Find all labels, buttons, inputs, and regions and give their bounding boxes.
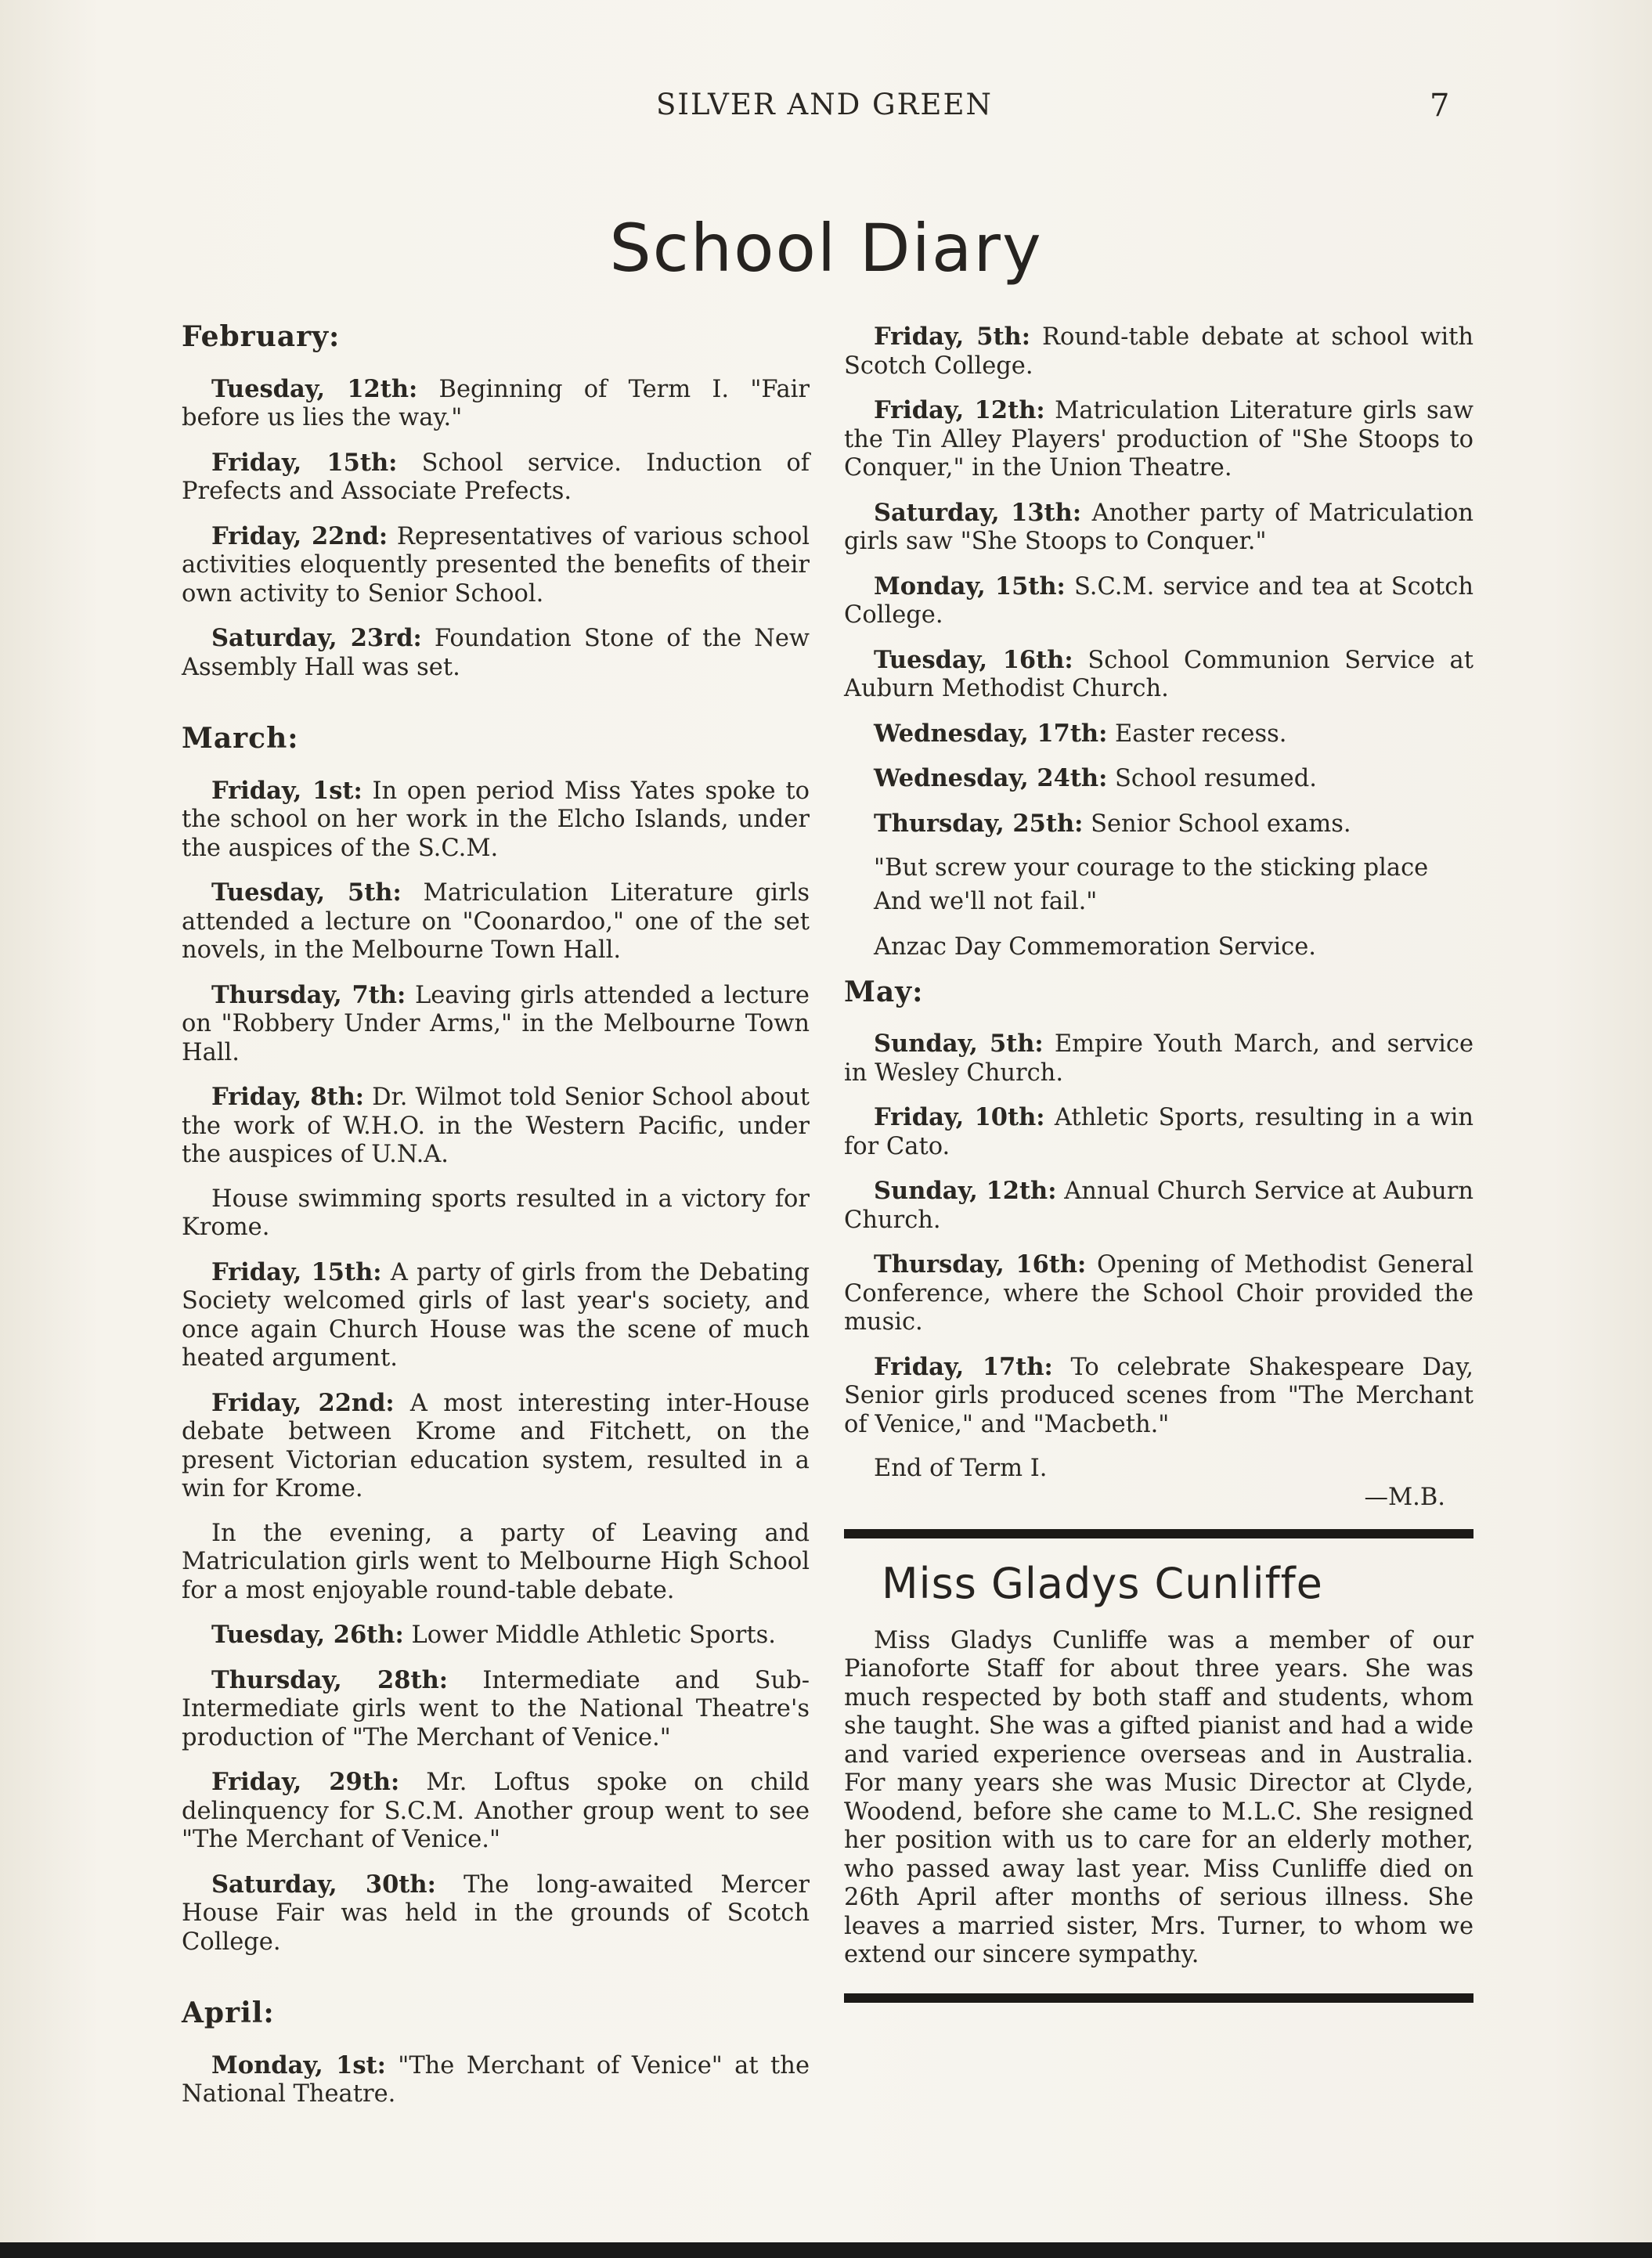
entry-date: Monday, 15th: — [874, 572, 1066, 601]
entry-date: Tuesday, 26th: — [211, 1621, 404, 1649]
entry-text: Beginning of Term I. "Fair before us lies the way." — [182, 375, 810, 431]
diary-entry — [182, 1666, 810, 1753]
entry-text: Another party of Matriculation girls saw "She Stoops to Conquer." — [844, 499, 1473, 555]
entry-date: Sunday, 12th: — [874, 1177, 1057, 1205]
entry-date: Saturday, 13th: — [874, 498, 1082, 527]
entry-date: Monday, 1st: — [211, 2051, 386, 2079]
diary-entry — [182, 624, 810, 682]
february-entries — [182, 375, 810, 683]
running-title: SILVER AND GREEN — [656, 88, 993, 121]
diary-entry — [844, 396, 1473, 483]
entry-text: Matriculation Literature girls saw the Tin Alley Players' production of "She Stoops to Conquer," in the Union Theatre. — [844, 397, 1473, 482]
month-heading-may: May: — [844, 975, 924, 1008]
entry-date: Friday, 1st: — [211, 776, 363, 805]
entry-text: House swimming sports resulted in a victory for Krome. — [182, 1185, 810, 1241]
entry-text: Opening of Methodist General Conference, where the School Choir provided the music. — [844, 1251, 1473, 1336]
entry-date: Tuesday, 16th: — [874, 645, 1073, 674]
anzac-entry: Anzac Day Commemoration Service. — [874, 933, 1316, 961]
entry-text: Empire Youth March, and service in Wesley Church. — [844, 1030, 1473, 1087]
entry-text: Round-table debate at school with Scotch College. — [844, 323, 1473, 380]
entry-text: Representatives of various school activities eloquently presented the benefits of their own activity to Senior School. — [182, 522, 810, 608]
entry-text: To celebrate Shakespeare Day, Senior girls produced scenes from "The Merchant of Venice," and "Macbeth." — [844, 1353, 1473, 1438]
entry-text: Matriculation Literature girls attended a lecture on "Coonardoo," one of the set novels, in the Melbourne Town Hall. — [182, 879, 810, 964]
diary-entry — [182, 522, 810, 609]
divider-rule — [844, 1529, 1473, 1538]
diary-entry — [182, 375, 810, 433]
diary-entry — [844, 499, 1473, 557]
end-of-term: End of Term I. — [874, 1455, 1048, 1482]
entry-date: Saturday, 30th: — [211, 1870, 436, 1899]
diary-entry — [844, 1177, 1473, 1235]
left-column — [182, 320, 810, 2125]
entry-date: Friday, 5th: — [874, 323, 1030, 351]
entry-text: School resumed. — [1107, 765, 1317, 792]
page-number: 7 — [1430, 88, 1450, 124]
divider-rule — [844, 1993, 1473, 2003]
entry-date: Wednesday, 17th: — [874, 719, 1108, 748]
may-entries — [844, 1030, 1473, 1439]
april-entries — [182, 2051, 810, 2109]
quote-line: And we'll not fail." — [874, 887, 1098, 915]
entry-date: Friday, 17th: — [874, 1352, 1053, 1381]
diary-entry — [182, 449, 810, 507]
diary-entry — [182, 1621, 810, 1650]
entry-text: Easter recess. — [1107, 720, 1287, 748]
entry-text: Intermediate and Sub-Intermediate girls went to the National Theatre's production of "The Merchant of Venice." — [182, 1666, 810, 1751]
diary-entry — [182, 878, 810, 965]
entry-text: Senior School exams. — [1083, 810, 1351, 838]
diary-entry — [182, 1520, 810, 1606]
diary-entry — [844, 646, 1473, 704]
diary-entry — [844, 1103, 1473, 1161]
running-head — [0, 88, 1652, 127]
entry-date: Thursday, 25th: — [874, 809, 1084, 838]
entry-date: Friday, 22nd: — [211, 521, 388, 550]
diary-entry — [182, 1870, 810, 1957]
entry-date: Friday, 12th: — [874, 396, 1045, 424]
diary-entry — [182, 1083, 810, 1170]
entry-date: Sunday, 5th: — [874, 1030, 1044, 1058]
entry-date: Friday, 15th: — [211, 1257, 382, 1286]
month-heading-april: April: — [182, 1996, 275, 2029]
entry-date: Friday, 10th: — [874, 1103, 1045, 1131]
entry-date: Saturday, 23rd: — [211, 624, 422, 652]
entry-date: Thursday, 16th: — [874, 1250, 1087, 1279]
entry-text: School Communion Service at Auburn Methodist Church. — [844, 646, 1473, 702]
author-signature: —M.B. — [1364, 1483, 1445, 1511]
entry-date: Tuesday, 5th: — [211, 878, 402, 907]
entry-text: Dr. Wilmot told Senior School about the work of W.H.O. in the Western Pacific, under the auspices of U.N.A. — [182, 1084, 810, 1168]
diary-entry — [182, 2051, 810, 2109]
entry-text: Mr. Loftus spoke on child delinquency for S.C.M. Another group went to see "The Merchant of Venice." — [182, 1769, 810, 1853]
obituary-body: Miss Gladys Cunliffe was a member of our Pianoforte Staff for about three years. She was much respected by both staff and students, whom she taught. She was a gifted pianist and had a wide and varied experience overseas and in Australia. For many years she was Music Director at Clyde, Woodend, before she came to M.L.C. She resigned her position with us to care for an elderly mother, who passed away last year. Miss Cunliffe died on 26th April after months of serious illness. She leaves a married sister, Mrs. Turner, to whom we extend our sincere sympathy. — [844, 1626, 1473, 1968]
page-title: School Diary — [609, 210, 1043, 287]
month-heading-february: February: — [182, 320, 341, 353]
entry-text: "The Merchant of Venice" at the National Theatre. — [182, 2051, 810, 2108]
diary-entry — [844, 720, 1473, 749]
entry-date: Thursday, 28th: — [211, 1665, 449, 1694]
obituary-title: Miss Gladys Cunliffe — [882, 1559, 1323, 1608]
diary-entry — [182, 1258, 810, 1373]
entry-text: In the evening, a party of Leaving and Matriculation girls went to Melbourne High School for a most enjoyable round-table debate. — [182, 1519, 810, 1604]
diary-entry — [182, 1389, 810, 1504]
diary-entry — [182, 1185, 810, 1243]
entry-date: Thursday, 7th: — [211, 980, 406, 1009]
entry-text: Athletic Sports, resulting in a win for Cato. — [844, 1104, 1473, 1160]
entry-text: S.C.M. service and tea at Scotch College. — [844, 572, 1474, 629]
entry-text: Leaving girls attended a lecture on "Robbery Under Arms," in the Melbourne Town Hall. — [182, 981, 810, 1066]
scan-edge-band — [0, 2242, 1652, 2258]
diary-entry — [844, 1353, 1473, 1440]
april-continued-entries — [844, 323, 1473, 839]
diary-entry — [844, 323, 1473, 381]
entry-date: Friday, 29th: — [211, 1768, 400, 1796]
entry-date: Tuesday, 12th: — [211, 374, 418, 403]
entry-text: The long-awaited Mercer House Fair was held in the grounds of Scotch College. — [182, 1870, 810, 1956]
quote-line: "But screw your courage to the sticking place — [874, 854, 1429, 882]
entry-text: School service. Induction of Prefects and Associate Prefects. — [182, 449, 810, 505]
entry-text: In open period Miss Yates spoke to the school on her work in the Elcho Islands, under the auspices of the S.C.M. — [182, 777, 810, 862]
diary-entry — [182, 777, 810, 864]
entry-text: Foundation Stone of the New Assembly Hall was set. — [182, 625, 810, 681]
entry-date: Friday, 8th: — [211, 1083, 365, 1111]
diary-entry — [844, 764, 1473, 794]
entry-text: A party of girls from the Debating Society welcomed girls of last year's society, and once again Church House was the scene of much heated argument. — [182, 1258, 810, 1372]
diary-entry — [844, 1030, 1473, 1088]
entry-date: Wednesday, 24th: — [874, 764, 1108, 792]
entry-text: A most interesting inter-House debate between Krome and Fitchett, on the present Victorian education system, resulted in a win for Krome. — [182, 1389, 810, 1502]
march-entries — [182, 777, 810, 1957]
diary-entry — [844, 572, 1473, 630]
entry-text: Annual Church Service at Auburn Church. — [844, 1178, 1473, 1234]
entry-text: Lower Middle Athletic Sports. — [403, 1621, 776, 1649]
diary-entry — [182, 1768, 810, 1855]
entry-date: Friday, 15th: — [211, 448, 398, 477]
entry-date: Friday, 22nd: — [211, 1388, 395, 1417]
diary-entry — [182, 981, 810, 1068]
month-heading-march: March: — [182, 722, 299, 755]
diary-entry — [844, 810, 1473, 839]
right-column — [844, 323, 1473, 2034]
diary-entry — [844, 1250, 1473, 1337]
